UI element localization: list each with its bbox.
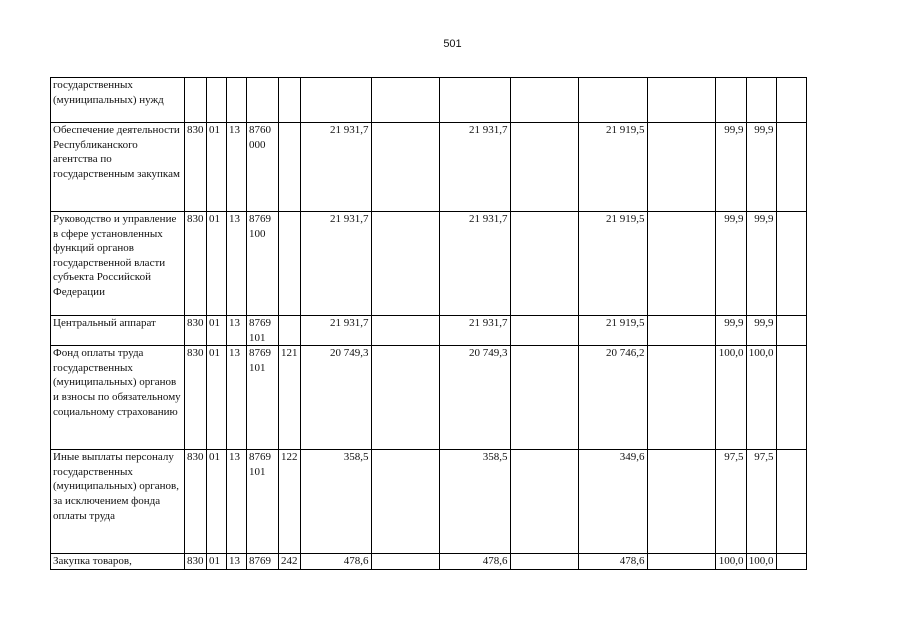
row-name-cell: Фонд оплаты труда государственных (муниципальных) органов и взносы по обязательному социальному страхованию	[51, 346, 185, 450]
subsection-code-cell: 13	[227, 450, 247, 554]
section-code-cell: 01	[207, 554, 227, 570]
admin-code-cell: 830	[185, 123, 207, 212]
executed-amount-cell: 21 919,5	[578, 123, 647, 212]
approved-amount-cell	[300, 78, 371, 123]
blank-value-cell	[776, 123, 806, 212]
executed-amount-cell: 21 919,5	[578, 212, 647, 316]
budget-table	[50, 77, 807, 570]
blank-value-cell	[647, 123, 715, 212]
expense-type-code-cell	[279, 123, 301, 212]
blank-value-cell	[776, 212, 806, 316]
section-code-cell: 01	[207, 450, 227, 554]
section-code-cell: 01	[207, 212, 227, 316]
target-item-code-cell	[247, 78, 279, 123]
execution-percent-cell: 100,0	[715, 346, 746, 450]
expense-type-code-cell	[279, 316, 301, 346]
blank-value-cell	[647, 316, 715, 346]
blank-value-cell	[371, 316, 439, 346]
blank-value-cell	[510, 554, 578, 570]
blank-value-cell	[371, 450, 439, 554]
target-item-code-cell: 8769 101	[247, 346, 279, 450]
blank-value-cell	[371, 123, 439, 212]
expense-type-code-cell: 122	[279, 450, 301, 554]
expense-type-code-cell	[279, 212, 301, 316]
approved-amount-cell: 21 931,7	[300, 316, 371, 346]
approved-amount-cell: 21 931,7	[300, 123, 371, 212]
approved-amount-cell: 20 749,3	[300, 346, 371, 450]
expense-type-code-cell	[279, 78, 301, 123]
execution-percent-adjusted-cell: 97,5	[746, 450, 776, 554]
executed-amount-cell: 349,6	[578, 450, 647, 554]
blank-value-cell	[510, 212, 578, 316]
expense-type-code-cell: 121	[279, 346, 301, 450]
blank-value-cell	[371, 78, 439, 123]
blank-value-cell	[371, 212, 439, 316]
subsection-code-cell: 13	[227, 554, 247, 570]
execution-percent-adjusted-cell: 99,9	[746, 123, 776, 212]
blank-value-cell	[371, 554, 439, 570]
row-name-cell: Руководство и управление в сфере установленных функций органов государственной власти субъекта Российской Федерации	[51, 212, 185, 316]
adjusted-amount-cell: 478,6	[439, 554, 510, 570]
row-name-cell: Закупка товаров,	[51, 554, 185, 570]
target-item-code-cell: 8769 101	[247, 450, 279, 554]
adjusted-amount-cell: 358,5	[439, 450, 510, 554]
admin-code-cell: 830	[185, 554, 207, 570]
blank-value-cell	[647, 346, 715, 450]
row-name-cell: Обеспечение деятельности Республиканского агентства по государственным закупкам	[51, 123, 185, 212]
target-item-code-cell: 8769 101	[247, 316, 279, 346]
admin-code-cell: 830	[185, 212, 207, 316]
admin-code-cell: 830	[185, 346, 207, 450]
section-code-cell	[207, 78, 227, 123]
approved-amount-cell: 358,5	[300, 450, 371, 554]
subsection-code-cell	[227, 78, 247, 123]
section-code-cell: 01	[207, 346, 227, 450]
adjusted-amount-cell: 20 749,3	[439, 346, 510, 450]
blank-value-cell	[776, 450, 806, 554]
execution-percent-cell: 100,0	[715, 554, 746, 570]
execution-percent-cell: 99,9	[715, 316, 746, 346]
subsection-code-cell: 13	[227, 316, 247, 346]
row-name-cell: Иные выплаты персоналу государственных (муниципальных) органов, за исключением фонда оплаты труда	[51, 450, 185, 554]
adjusted-amount-cell: 21 931,7	[439, 123, 510, 212]
page-number: 501	[443, 38, 462, 50]
admin-code-cell: 830	[185, 316, 207, 346]
table-row	[51, 78, 807, 123]
target-item-code-cell: 8769 100	[247, 212, 279, 316]
row-name-cell: Центральный аппарат	[51, 316, 185, 346]
target-item-code-cell: 8760 000	[247, 123, 279, 212]
adjusted-amount-cell: 21 931,7	[439, 212, 510, 316]
adjusted-amount-cell	[439, 78, 510, 123]
execution-percent-cell: 97,5	[715, 450, 746, 554]
section-code-cell: 01	[207, 123, 227, 212]
execution-percent-cell: 99,9	[715, 212, 746, 316]
adjusted-amount-cell: 21 931,7	[439, 316, 510, 346]
blank-value-cell	[510, 346, 578, 450]
row-name-cell: государственных (муниципальных) нужд	[51, 78, 185, 123]
executed-amount-cell: 478,6	[578, 554, 647, 570]
table-row	[51, 450, 807, 554]
blank-value-cell	[776, 316, 806, 346]
expense-type-code-cell: 242	[279, 554, 301, 570]
table-body	[51, 78, 807, 570]
blank-value-cell	[371, 346, 439, 450]
table-row	[51, 316, 807, 346]
blank-value-cell	[776, 554, 806, 570]
blank-value-cell	[776, 346, 806, 450]
table-row	[51, 123, 807, 212]
execution-percent-adjusted-cell	[746, 78, 776, 123]
execution-percent-cell	[715, 78, 746, 123]
section-code-cell: 01	[207, 316, 227, 346]
approved-amount-cell: 21 931,7	[300, 212, 371, 316]
blank-value-cell	[647, 450, 715, 554]
blank-value-cell	[647, 212, 715, 316]
executed-amount-cell: 21 919,5	[578, 316, 647, 346]
execution-percent-adjusted-cell: 100,0	[746, 346, 776, 450]
execution-percent-adjusted-cell: 99,9	[746, 212, 776, 316]
blank-value-cell	[510, 450, 578, 554]
blank-value-cell	[647, 554, 715, 570]
subsection-code-cell: 13	[227, 346, 247, 450]
blank-value-cell	[510, 316, 578, 346]
blank-value-cell	[647, 78, 715, 123]
blank-value-cell	[510, 123, 578, 212]
table-row	[51, 554, 807, 570]
blank-value-cell	[510, 78, 578, 123]
executed-amount-cell	[578, 78, 647, 123]
approved-amount-cell: 478,6	[300, 554, 371, 570]
target-item-code-cell: 8769	[247, 554, 279, 570]
execution-percent-adjusted-cell: 100,0	[746, 554, 776, 570]
admin-code-cell: 830	[185, 450, 207, 554]
execution-percent-adjusted-cell: 99,9	[746, 316, 776, 346]
execution-percent-cell: 99,9	[715, 123, 746, 212]
table-row	[51, 346, 807, 450]
table-row	[51, 212, 807, 316]
blank-value-cell	[776, 78, 806, 123]
subsection-code-cell: 13	[227, 123, 247, 212]
executed-amount-cell: 20 746,2	[578, 346, 647, 450]
subsection-code-cell: 13	[227, 212, 247, 316]
admin-code-cell	[185, 78, 207, 123]
